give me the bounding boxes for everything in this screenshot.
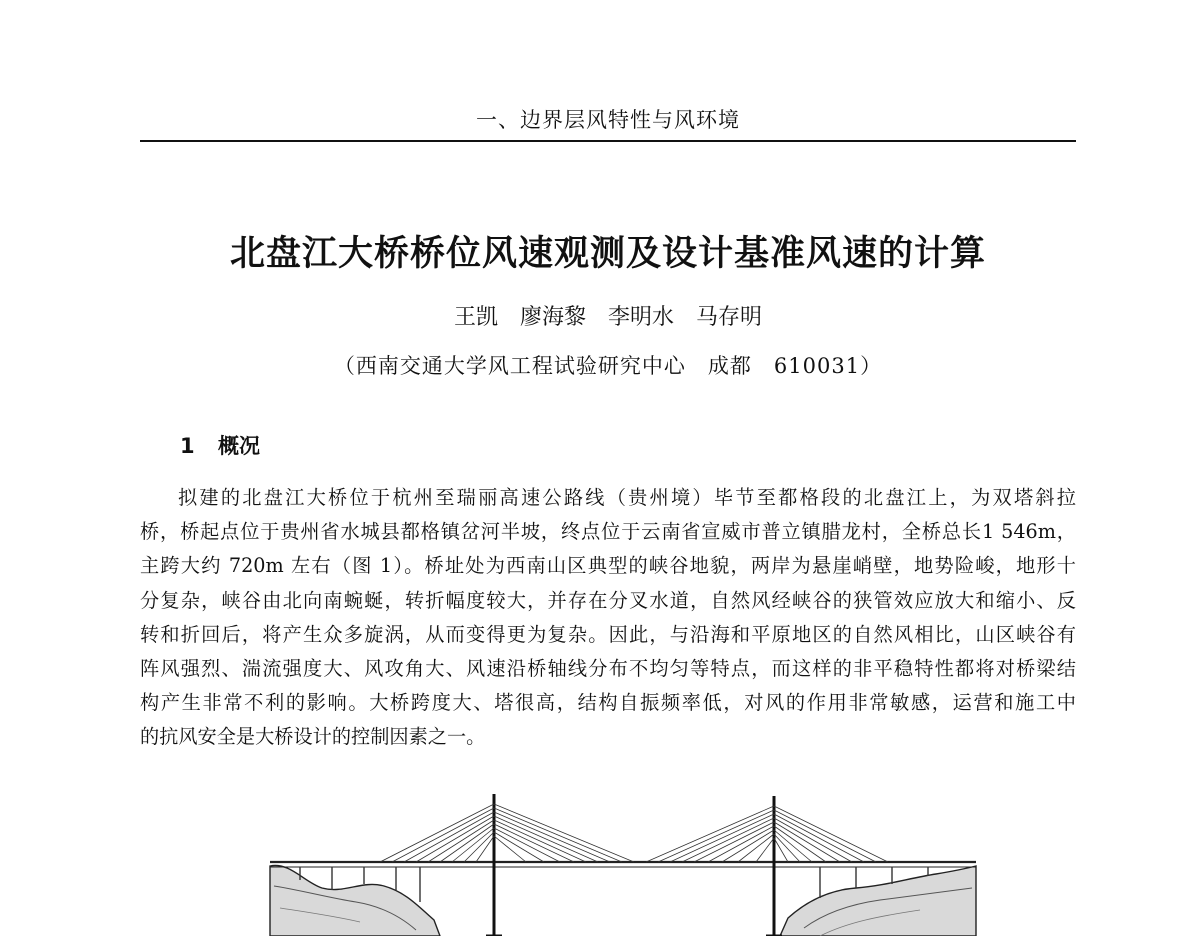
paragraph-line: 构产生非常不利的影响。大桥跨度大、塔很高，结构自振频率低，对风的作用非常敏感，运营和施工中 — [140, 691, 1076, 715]
left-pylon-stay-cables — [380, 804, 634, 862]
paragraph-line: 主跨大约 720m 左右（图 1）。桥址处为西南山区典型的峡谷地貌，两岸为悬崖峭壁，地势险峻，地形十 — [140, 554, 1076, 578]
paper-title: 北盘江大桥桥位风速观测及设计基准风速的计算 — [229, 234, 986, 274]
section-title: 概况 — [218, 434, 260, 458]
paragraph-line: 阵风强烈、湍流强度大、风攻角大、风速沿桥轴线分布不均匀等特点，而这样的非平稳特性都将对桥梁结 — [140, 656, 1076, 680]
section-heading — [180, 430, 260, 460]
affiliation: （西南交通大学风工程试验研究中心 成都 610031） — [333, 354, 883, 378]
left-valley-terrain — [270, 865, 440, 936]
paragraph-line: 拟建的北盘江大桥位于杭州至瑞丽高速公路线（贵州境）毕节至都格段的北盘江上，为双塔斜拉 — [178, 486, 1076, 509]
bridge-elevation-figure — [260, 790, 980, 936]
header-rule — [140, 140, 1076, 142]
section-number: 1 — [180, 434, 195, 458]
paragraph-line: 的抗风安全是大桥设计的控制因素之一。 — [140, 725, 486, 749]
right-valley-terrain — [780, 866, 976, 936]
bridge-deck — [270, 862, 976, 867]
authors: 王凯 廖海黎 李明水 马存明 — [453, 305, 762, 330]
running-header: 一、边界层风特性与风环境 — [476, 108, 740, 132]
paragraph-line: 分复杂，峡谷由北向南蜿蜒，转折幅度较大，并存在分叉水道，自然风经峡谷的狭管效应放大和缩小、反 — [140, 588, 1076, 612]
body-paragraph — [140, 481, 1076, 755]
paragraph-line: 桥，桥起点位于贵州省水城县都格镇岔河半坡，终点位于云南省宣威市普立镇腊龙村，全桥总长1 546m， — [140, 520, 1076, 544]
paragraph-line: 转和折回后，将产生众多旋涡，从而变得更为复杂。因此，与沿海和平原地区的自然风相比，山区峡谷有 — [140, 622, 1076, 646]
right-pylon-stay-cables — [646, 806, 888, 862]
